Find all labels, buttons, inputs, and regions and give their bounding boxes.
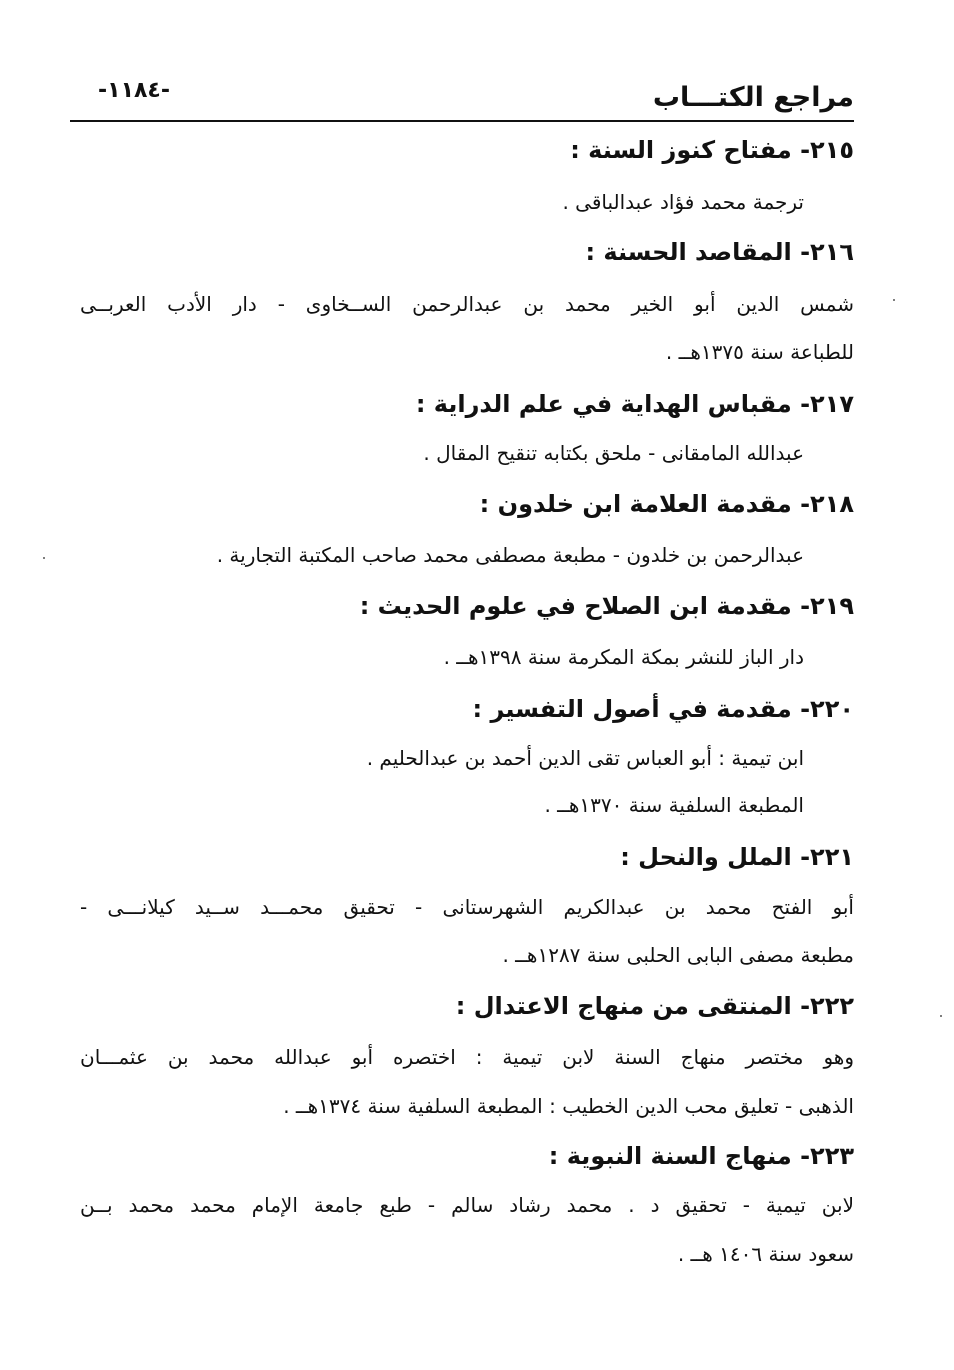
entry-221-line-2: مطبعة مصفى البابى الحلبى سنة ١٢٨٧هــ . [502, 943, 854, 967]
entry-221-line-1: أبو الفتح محمد بن عبدالكريم الشهرستانى - تحقيق محمـــد ســيد كيلانـــى - [80, 895, 854, 919]
scan-speck [893, 299, 895, 301]
entry-223-line-1: لابن تيمية - تحقيق د . محمد رشاد سالم - طبع جامعة الإمام محمد محمد بــن [80, 1193, 854, 1217]
entry-222-line-1: وهو مختصر منهاج السنة لابن تيمية : اختصره أبو عبدالله محمد بن عثمـــان [80, 1045, 854, 1069]
entry-221-title: ٢٢١- الملل والنحل : [620, 843, 854, 871]
scan-speck [43, 557, 45, 559]
entry-216-title: ٢١٦- المقاصد الحسنة : [585, 238, 854, 266]
entry-217-title: ٢١٧- مقباس الهداية في علم الدراية : [415, 390, 854, 418]
entry-215-line-1: ترجمة محمد فؤاد عبدالباقى . [562, 190, 804, 214]
entry-220-line-2: المطبعة السلفية سنة ١٣٧٠هــ . [544, 793, 804, 817]
scan-speck [940, 1015, 942, 1017]
entry-215-title: ٢١٥- مفتاح كنوز السنة : [570, 136, 854, 164]
header-rule [70, 120, 854, 122]
entry-223-line-2: سعود سنة ١٤٠٦ هــ . [677, 1242, 854, 1266]
entry-218-line-1: عبدالرحمن بن خلدون - مطبعة مصطفى محمد صاحب المكتبة التجارية . [216, 543, 804, 567]
entry-219-line-1: دار الباز للنشر بمكة المكرمة سنة ١٣٩٨هــ . [443, 645, 804, 669]
entry-216-line-2: للطباعة سنة ١٣٧٥هــ . [665, 340, 854, 364]
entry-217-line-1: عبدالله المامقانى - ملحق بكتابه تنقيح المقال . [423, 441, 804, 465]
entry-220-title: ٢٢٠- مقدمة في أصول التفسير : [472, 695, 854, 723]
entry-216-line-1: شمس الدين أبو الخير محمد بن عبدالرحمن الســخاوى - دار الأدب العربــى [80, 292, 854, 316]
page-number: -١١٨٤- [98, 78, 170, 103]
entry-218-title: ٢١٨- مقدمة العلامة ابن خلدون : [479, 490, 854, 518]
entry-219-title: ٢١٩- مقدمة ابن الصلاح في علوم الحديث : [359, 592, 854, 620]
entry-220-line-1: ابن تيمية : أبو العباس تقى الدين أحمد بن عبدالحليم . [366, 746, 804, 770]
entry-222-title: ٢٢٢- المنتقى من منهاج الاعتدال : [455, 992, 854, 1020]
entry-222-line-2: الذهبى - تعليق محب الدين الخطيب : المطبعة السلفية سنة ١٣٧٤هــ . [283, 1094, 854, 1118]
page-header [70, 78, 854, 120]
running-title: مراجع الكتـــاب [652, 82, 854, 113]
entry-223-title: ٢٢٣- منهاج السنة النبوية : [548, 1142, 854, 1170]
